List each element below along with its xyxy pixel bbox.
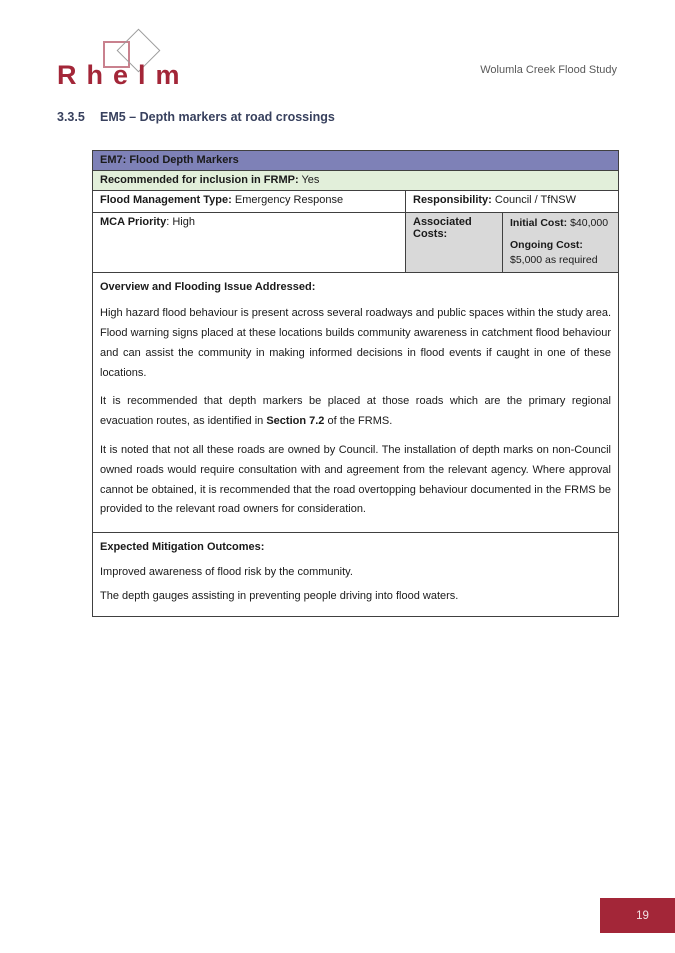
ongoing-cost-label: Ongoing Cost: <box>510 239 583 252</box>
outcomes-heading: Expected Mitigation Outcomes: <box>100 541 265 554</box>
table-row-outcomes <box>93 533 619 617</box>
overview-heading: Overview and Flooding Issue Addressed: <box>100 280 316 293</box>
section-heading <box>57 110 335 124</box>
document-title: Wolumla Creek Flood Study <box>480 64 617 76</box>
outcomes-line-2: The depth gauges assisting in preventing people driving into flood waters. <box>100 590 459 603</box>
initial-cost-label: Initial Cost: <box>510 217 568 229</box>
overview-paragraph-1: High hazard flood behaviour is present across several roadways and public spaces within the study area. Flood warning signs placed at these locations builds community awareness in catchment flood behaviour and can assist the community in making informed decisions in flood events if caught in one of these locations. <box>100 307 611 379</box>
measure-table <box>92 150 619 617</box>
responsibility-value: Council / TfNSW <box>491 194 576 206</box>
flood-management-type-label: Flood Management Type: <box>100 194 232 206</box>
ongoing-cost-value: $5,000 as required <box>510 254 598 267</box>
logo-letter: l <box>138 60 146 90</box>
outcomes-line-1: Improved awareness of flood risk by the community. <box>100 565 353 578</box>
overview-paragraph-2-post: of the FRMS. <box>324 415 393 428</box>
associated-costs-label: Associated Costs: <box>406 213 503 273</box>
overview-cell <box>93 272 619 532</box>
frmp-cell <box>93 171 619 191</box>
logo-letters <box>57 62 180 89</box>
section-title: EM5 – Depth markers at road crossings <box>100 110 335 124</box>
ongoing-cost <box>510 238 611 268</box>
outcomes-cell <box>93 533 619 617</box>
flood-management-type-cell <box>93 191 406 213</box>
table-row-type-responsibility <box>93 191 619 213</box>
logo-letter: h <box>86 60 103 90</box>
page-number: 19 <box>636 909 649 922</box>
mca-priority-value: : High <box>166 216 195 228</box>
table-row-title <box>93 151 619 171</box>
table-row-frmp <box>93 171 619 191</box>
mca-priority-label: MCA Priority <box>100 216 167 228</box>
mca-priority-cell <box>93 213 406 273</box>
logo-letter: m <box>155 60 180 90</box>
responsibility-cell <box>406 191 619 213</box>
overview-paragraph-2 <box>100 392 611 432</box>
section-number: 3.3.5 <box>57 110 85 124</box>
frmp-value: Yes <box>298 174 320 186</box>
costs-cell <box>503 213 619 273</box>
rhelm-logo <box>57 31 207 89</box>
logo-letter: e <box>113 60 129 90</box>
responsibility-label: Responsibility: <box>413 194 492 206</box>
table-row-priority-costs <box>93 213 619 273</box>
table-row-overview <box>93 272 619 532</box>
overview-paragraph-2-section-ref: Section 7.2 <box>266 415 325 428</box>
overview-paragraph-3: It is noted that not all these roads are owned by Council. The installation of depth marks on non-Council owned roads would require consultation with and agreement from the relevant agency. Where approval cannot be obtained, it is recommended that the road overtopping behaviour documented in the FRMS be provided to the relevant road owners for consideration. <box>100 443 611 516</box>
page-number-badge <box>600 898 675 933</box>
overview-paragraph-2-pre: It is recommended that depth markers be placed at those roads which are the primary regional evacuation routes, as identified in <box>100 395 611 428</box>
logo-letter: R <box>57 60 77 90</box>
initial-cost-value: $40,000 <box>567 217 609 229</box>
frmp-label: Recommended for inclusion in FRMP: <box>100 174 299 186</box>
flood-management-type-value: Emergency Response <box>231 194 344 206</box>
measure-title: EM7: Flood Depth Markers <box>93 151 619 171</box>
initial-cost <box>510 216 611 231</box>
